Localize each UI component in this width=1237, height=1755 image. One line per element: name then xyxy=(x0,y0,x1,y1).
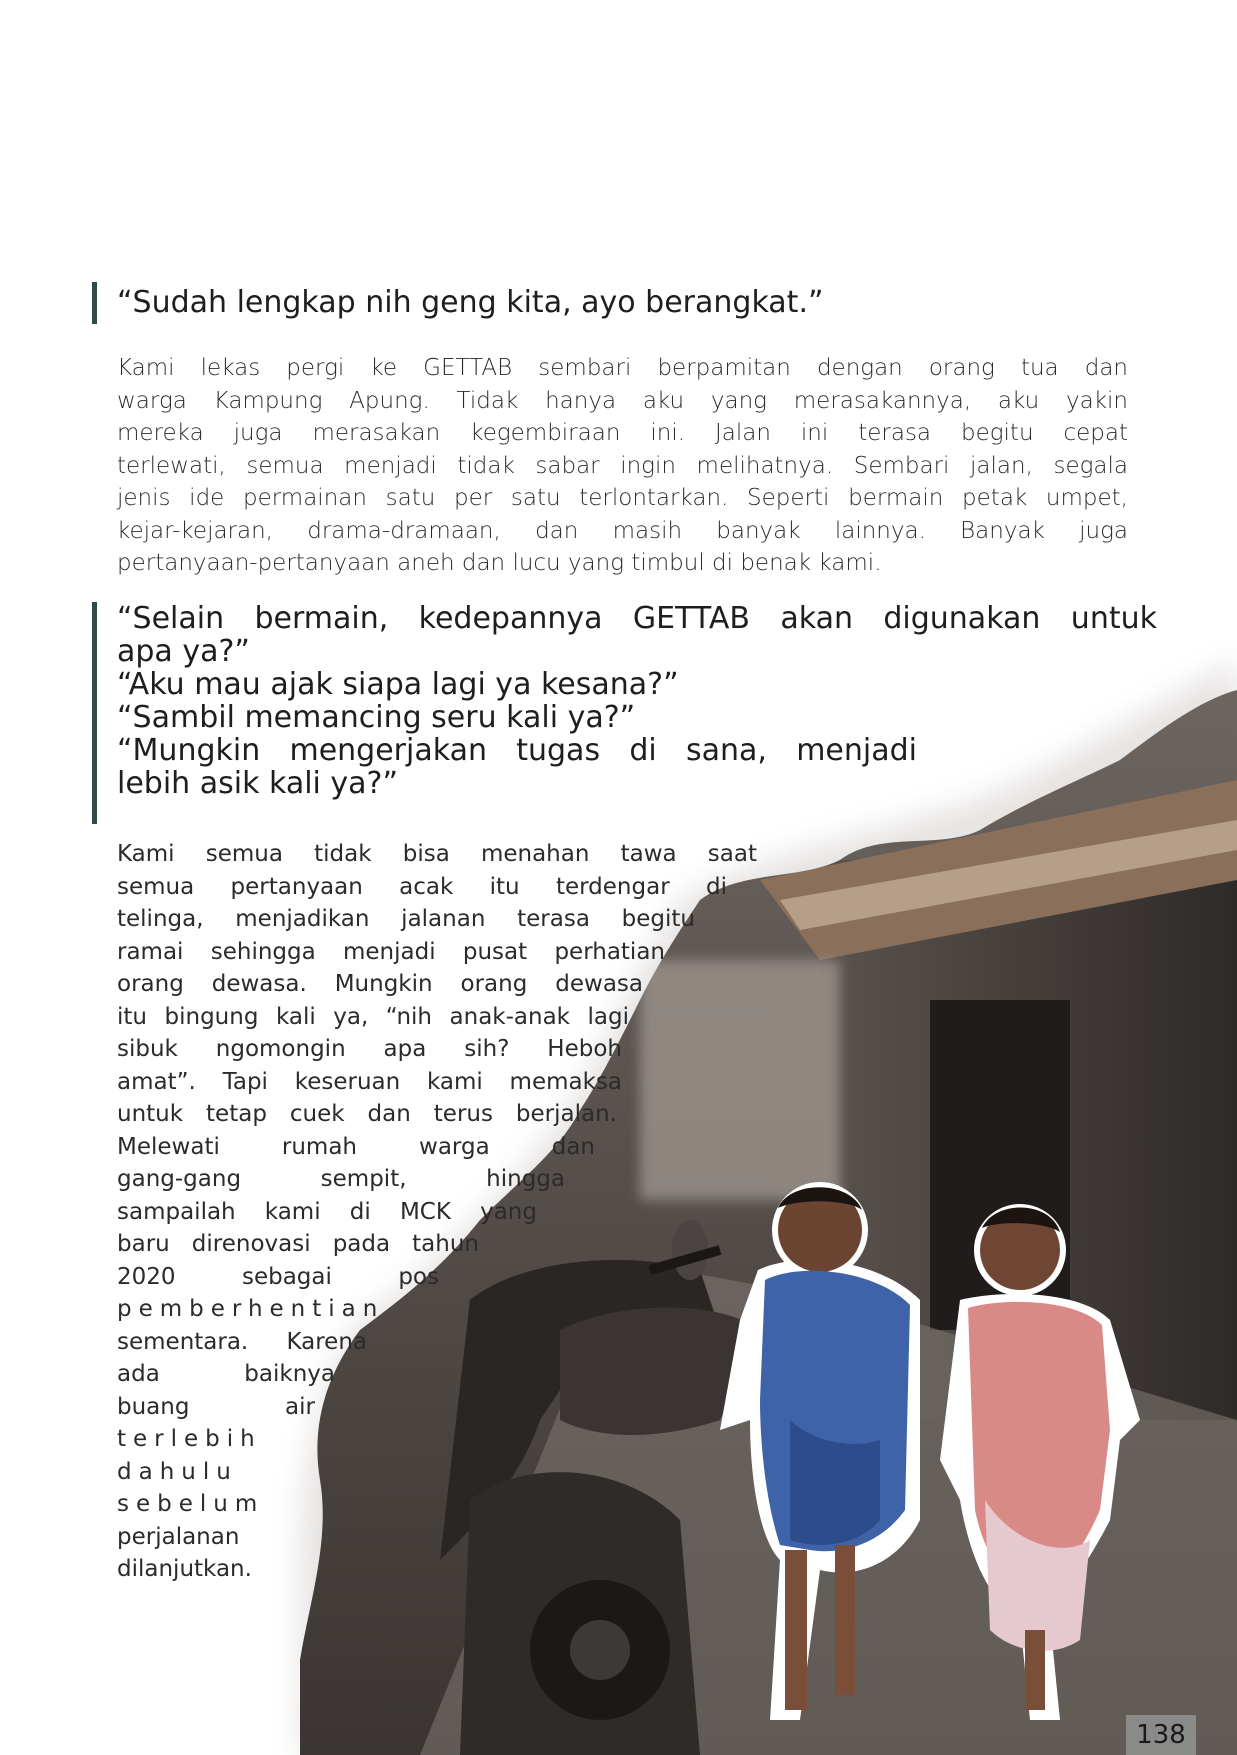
paragraph-line: semua pertanyaan acak itu terdengar di xyxy=(117,873,727,900)
paragraph-line: kejar-kejaran, drama-dramaan, dan masih banyak lainnya. Banyak juga xyxy=(117,517,1128,544)
quote-line: “Sambil memancing seru kali ya?” xyxy=(117,700,636,735)
paragraph-line: mereka juga merasakan kegembiraan ini. Jalan ini terasa begitu cepat xyxy=(117,420,1128,446)
quote-line: “Aku mau ajak siapa lagi ya kesana?” xyxy=(117,667,679,702)
paragraph-line: Kami lekas pergi ke GETTAB sembari berpamitan dengan orang tua dan xyxy=(117,355,1128,381)
paragraph-line: sementara. Karena xyxy=(117,1328,367,1355)
paragraph-line: gang-gang sempit, hingga xyxy=(117,1166,565,1192)
paragraph-line: perjalanan xyxy=(117,1523,240,1550)
paragraph-line: Kami semua tidak bisa menahan tawa saat xyxy=(117,841,757,867)
paragraph-line: orang dewasa. Mungkin orang dewasa xyxy=(117,971,643,997)
paragraph-two xyxy=(117,838,757,1586)
paragraph-line: terlebih xyxy=(117,1426,262,1452)
paragraph-line: ada baiknya xyxy=(117,1361,335,1387)
paragraph-line: terlewati, semua menjadi tidak sabar ingin melihatnya. Sembari jalan, segala xyxy=(117,452,1128,479)
paragraph-line: sebelum xyxy=(117,1491,265,1517)
paragraph-line: pemberhentian xyxy=(117,1296,385,1322)
paragraph-line: warga Kampung Apung. Tidak hanya aku yang merasakannya, aku yakin xyxy=(117,387,1128,414)
paragraph-line: buang air xyxy=(117,1393,315,1420)
paragraph-line: itu bingung kali ya, “nih anak-anak lagi xyxy=(117,1003,629,1030)
quote-line: apa ya?” xyxy=(117,634,250,669)
paragraph-line: pertanyaan-pertanyaan aneh dan lucu yang timbul di benak kami. xyxy=(117,550,882,576)
paragraph-line: ramai sehingga menjadi pusat perhatian xyxy=(117,938,665,965)
paragraph-line: jenis ide permainan satu per satu terlontarkan. Seperti bermain petak umpet, xyxy=(117,485,1128,511)
paragraph-line: baru direnovasi pada tahun xyxy=(117,1231,479,1257)
page-number: 138 xyxy=(1126,1715,1196,1755)
paragraph-line: untuk tetap cuek dan terus berjalan. xyxy=(117,1101,617,1127)
opening-quote: “Sudah lengkap nih geng kita, ayo berangkat.” xyxy=(92,282,1157,324)
quote-line: “Mungkin mengerjakan tugas di sana, menjadi xyxy=(117,733,917,768)
paragraph-line: dahulu xyxy=(117,1458,238,1485)
paragraph-line: dilanjutkan. xyxy=(117,1556,252,1582)
paragraph-line: sampailah kami di MCK yang xyxy=(117,1198,537,1225)
paragraph-one xyxy=(117,352,1128,580)
paragraph-line: sibuk ngomongin apa sih? Heboh xyxy=(117,1036,622,1062)
questions-quote xyxy=(92,602,1157,824)
paragraph-line: Melewati rumah warga dan xyxy=(117,1133,595,1160)
paragraph-line: amat”. Tapi keseruan kami memaksa xyxy=(117,1068,622,1095)
paragraph-line: 2020 sebagai pos xyxy=(117,1263,439,1290)
quote-line: lebih asik kali ya?” xyxy=(117,766,399,801)
quote-line: “Selain bermain, kedepannya GETTAB akan digunakan untuk xyxy=(117,601,1157,636)
paragraph-line: telinga, menjadikan jalanan terasa begitu xyxy=(117,906,695,932)
